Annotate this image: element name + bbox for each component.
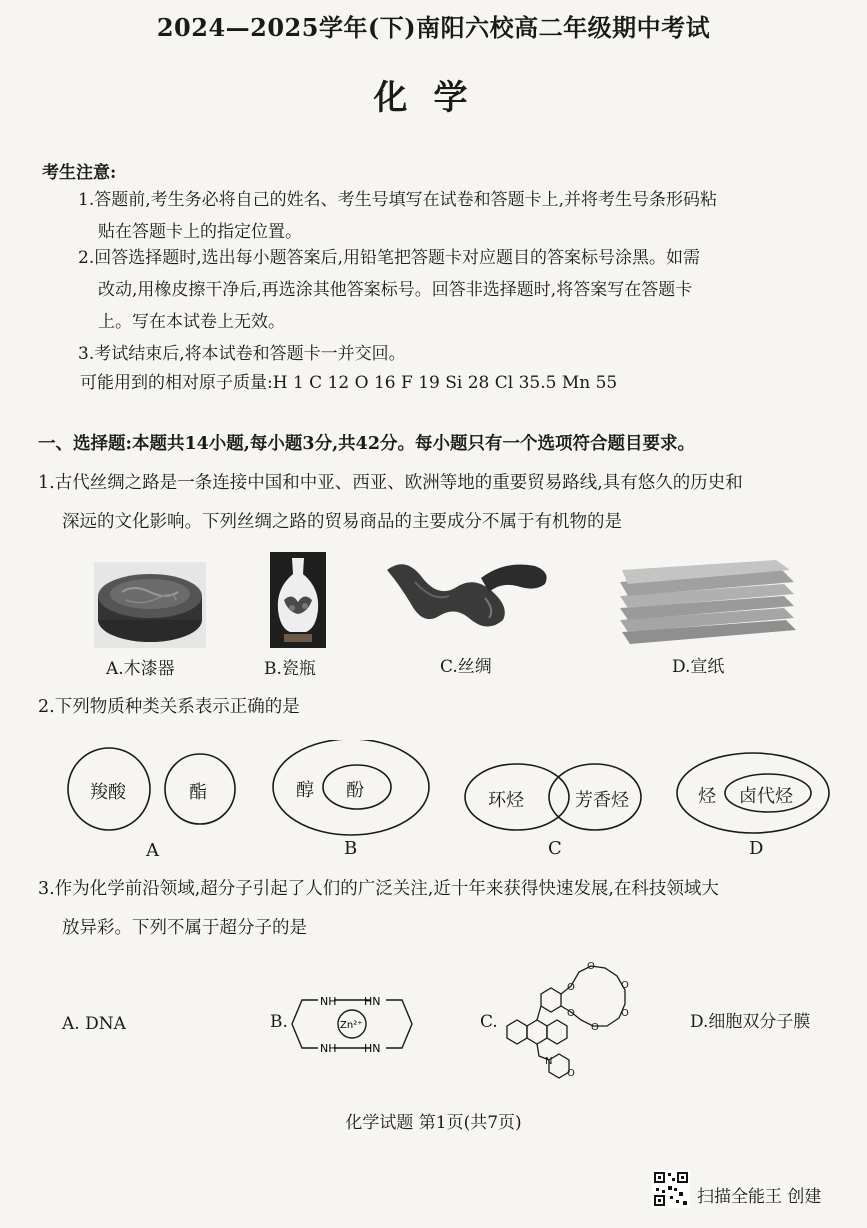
q2-a-right-label: 酯 xyxy=(189,782,207,803)
notice-line-6: 3.考试结束后,将本试卷和答题卡一并交回。 xyxy=(78,344,406,364)
qr-code-icon xyxy=(652,1170,690,1208)
oxygen-label: O xyxy=(567,1008,575,1019)
q2-a-letter: A xyxy=(146,840,159,861)
porcelain-vase-image xyxy=(270,552,326,648)
q2-a-left-label: 羧酸 xyxy=(90,782,126,803)
q3-option-b: B. xyxy=(270,1012,288,1032)
nitrogen-label: N xyxy=(545,1056,553,1067)
atomic-masses: 可能用到的相对原子质量:H 1 C 12 O 16 F 19 Si 28 Cl 35.5 Mn 55 xyxy=(80,373,618,393)
notice-line-1: 1.答题前,考生务必将自己的姓名、考生号填写在试卷和答题卡上,并将考生号条形码粘 xyxy=(78,190,718,210)
q2-d-letter: D xyxy=(749,838,764,859)
notice-line-5: 上。写在本试卷上无效。 xyxy=(98,312,285,332)
q2-b-inner-label: 酚 xyxy=(346,780,364,801)
exam-title: 2024—2025学年(下)南阳六校高二年级期中考试 xyxy=(156,13,711,42)
xuan-paper-image xyxy=(616,560,798,646)
q2-c-letter: C xyxy=(548,838,562,859)
oxygen-label: O xyxy=(621,1008,629,1019)
hn-label: HN xyxy=(364,995,381,1008)
notice-line-2: 贴在答题卡上的指定位置。 xyxy=(98,222,302,242)
notice-line-3: 2.回答选择题时,选出每小题答案后,用铅笔把答题卡对应题目的答案标号涂黑。如需 xyxy=(78,248,701,268)
q2-c-right-label: 芳香烃 xyxy=(575,790,629,811)
subject-title: 化学 xyxy=(373,78,494,118)
q1-stem-line2: 深远的文化影响。下列丝绸之路的贸易商品的主要成分不属于有机物的是 xyxy=(62,512,622,532)
q2-d-inner-label: 卤代烃 xyxy=(739,786,793,807)
q2-d-outer-label: 烃 xyxy=(698,786,716,807)
q3-option-d: D.细胞双分子膜 xyxy=(690,1012,811,1032)
q2-stem: 2.下列物质种类关系表示正确的是 xyxy=(38,697,300,717)
oxygen-label: O xyxy=(567,982,575,993)
zinc-macrocycle-structure xyxy=(288,988,416,1060)
scanner-watermark: 扫描全能王 创建 xyxy=(697,1187,822,1207)
oxygen-label: O xyxy=(621,980,629,991)
q1-stem-line1: 1.古代丝绸之路是一条连接中国和中亚、西亚、欧洲等地的重要贸易路线,具有悠久的历史和 xyxy=(38,473,743,493)
oxygen-label: O xyxy=(567,1068,575,1079)
nh-label: NH xyxy=(320,995,337,1008)
q2-c-left-label: 环烃 xyxy=(488,790,524,811)
q3-option-a: A. DNA xyxy=(62,1014,126,1034)
q1-option-c: C.丝绸 xyxy=(440,657,492,677)
q1-option-d: D.宣纸 xyxy=(672,657,725,677)
q3-option-c: C. xyxy=(480,1012,498,1032)
anthracene-crown-ether-structure xyxy=(495,958,655,1088)
lacquer-box-image xyxy=(94,562,206,648)
section-heading: 一、选择题:本题共14小题,每小题3分,共42分。每小题只有一个选项符合题目要求。 xyxy=(38,434,696,454)
q2-b-letter: B xyxy=(344,838,358,859)
q2-b-outer-label: 醇 xyxy=(296,780,314,801)
q2-venn-diagrams xyxy=(0,740,867,870)
notice-line-4: 改动,用橡皮擦干净后,再选涂其他答案标号。回答非选择题时,将答案写在答题卡 xyxy=(98,280,693,300)
notice-heading: 考生注意: xyxy=(42,163,117,183)
q3-stem-line1: 3.作为化学前沿领域,超分子引起了人们的广泛关注,近十年来获得快速发展,在科技领域大 xyxy=(38,879,719,899)
oxygen-label: O xyxy=(591,1022,599,1033)
q3-stem-line2: 放异彩。下列不属于超分子的是 xyxy=(62,918,307,938)
q1-option-a: A.木漆器 xyxy=(106,659,175,679)
oxygen-label: O xyxy=(587,961,595,972)
page-footer: 化学试题 第1页(共7页) xyxy=(345,1113,522,1133)
q1-option-b: B.瓷瓶 xyxy=(264,659,316,679)
zinc-ion-label: Zn²⁺ xyxy=(340,1020,363,1031)
silk-cloth-image xyxy=(385,558,553,638)
nh-label: NH xyxy=(320,1042,337,1055)
hn-label: HN xyxy=(364,1042,381,1055)
